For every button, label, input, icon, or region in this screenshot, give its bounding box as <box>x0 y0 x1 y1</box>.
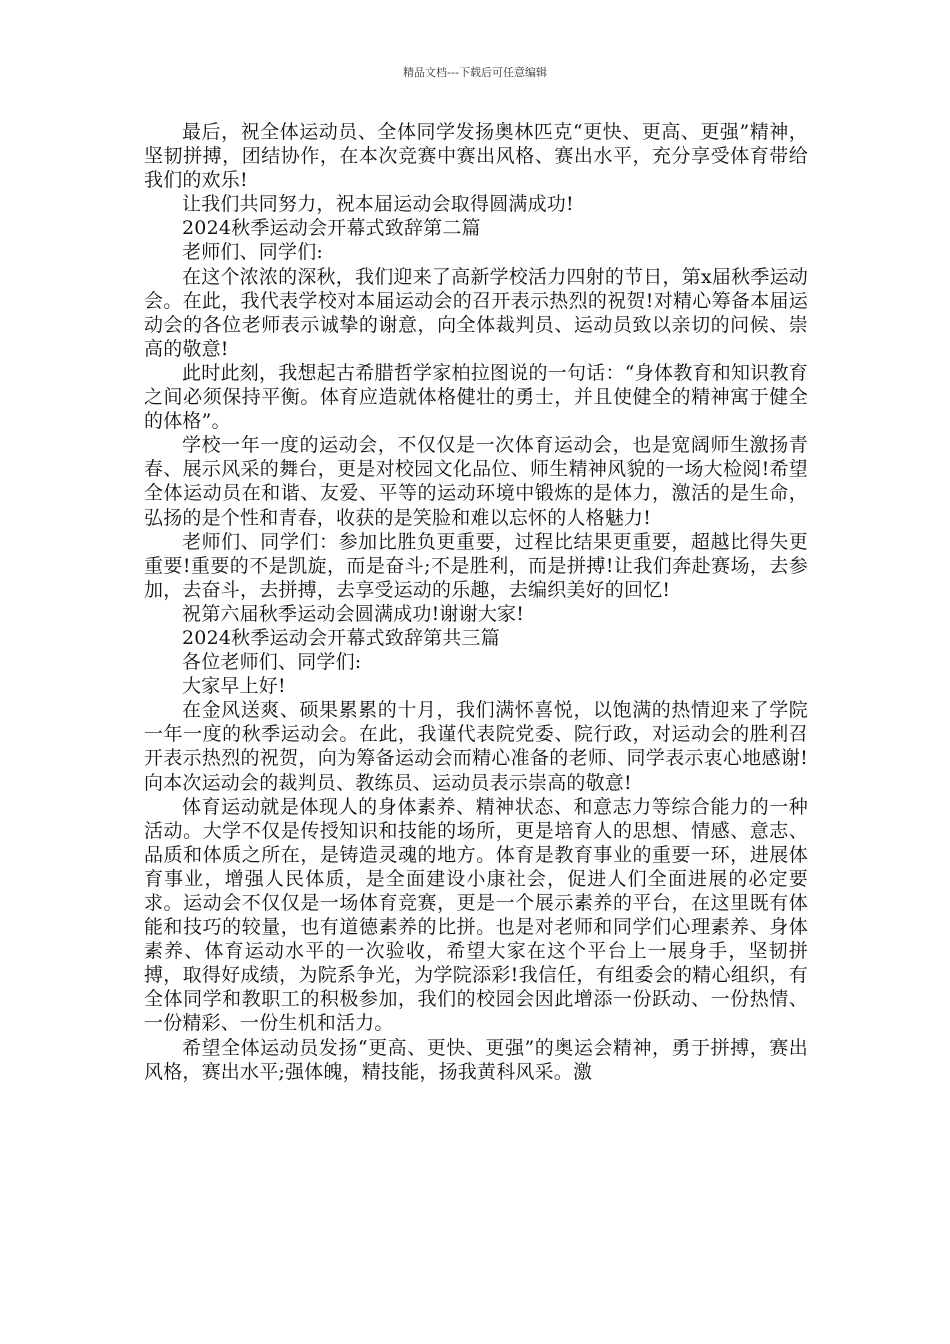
paragraph-3-sports: 体育运动就是体现人的身体素养、精神状态、和意志力等综合能力的一种活动。大学不仅是传授知识和技能的场所，更是培育人的思想、情感、意志、品质和体质之所在，是铸造灵魂的地方。体育是教育事业的重要一环，进展体育事业，增强人民体质，是全面建设小康社会，促进人们全面进展的必定要求。运动会不仅仅是一场体育竞赛，更是一个展示素养的平台，在这里既有体能和技巧的较量，也有道德素养的比拼。也是对老师和同学们心理素养、身体素养、体育运动水平的一次验收，希望大家在这个平台上一展身手，坚韧拼搏，取得好成绩，为院系争光，为学院添彩!我信任，有组委会的精心组织，有全体同学和教职工的积极参加，我们的校园会因此增添一份跃动、一份热情、一份精彩、一份生机和活力。 <box>144 795 808 1035</box>
paragraph-3-intro: 在金风送爽、硕果累累的十月，我们满怀喜悦，以饱满的热情迎来了学院一年一度的秋季运动会。在此，我谨代表院党委、院行政，对运动会的胜利召开表示热烈的祝贺，向为筹备运动会而精心准备的老师、同学表示衷心地感谢!向本次运动会的裁判员、教练员、运动员表示崇高的敬意! <box>144 699 808 794</box>
paragraph-closing-success: 让我们共同努力，祝本届运动会取得圆满成功! <box>182 193 574 216</box>
page-header: 精品文档---下载后可任意编辑 <box>403 66 547 79</box>
paragraph-2-closing: 祝第六届秋季运动会圆满成功!谢谢大家! <box>182 602 525 625</box>
paragraph-2-intro: 在这个浓浓的深秋，我们迎来了高新学校活力四射的节日，第x届秋季运动会。在此，我代表学校对本届运动会的召开表示热烈的祝贺!对精心筹备本届运动会的各位老师表示诚挚的谢意，向全体裁判员、运动员致以亲切的问候、崇高的敬意! <box>144 265 808 360</box>
section-title-2: 2024秋季运动会开幕式致辞第二篇 <box>182 217 481 240</box>
paragraph-2-stage: 学校一年一度的运动会，不仅仅是一次体育运动会，也是宽阔师生激扬青春、展示风采的舞台，更是对校园文化品位、师生精神风貌的一场大检阅!希望全体运动员在和谐、友爱、平等的运动环境中锻炼的是体力，激活的是生命，弘扬的是个性和青春，收获的是笑脸和难以忘怀的人格魅力! <box>144 434 808 529</box>
paragraph-closing-wish: 最后，祝全体运动员、全体同学发扬奥林匹克“更快、更高、更强”精神，坚韧拼搏，团结协作，在本次竞赛中赛出风格、赛出水平，充分享受体育带给我们的欢乐! <box>144 121 808 192</box>
paragraph-2-participation: 老师们、同学们：参加比胜负更重要，过程比结果更重要，超越比得失更重要!重要的不是凯旋，而是奋斗;不是胜利，而是拼搏!让我们奔赴赛场，去参加，去奋斗，去拼搏，去享受运动的乐趣，去编织美好的回忆! <box>144 530 808 601</box>
paragraph-2-plato: 此时此刻，我想起古希腊哲学家柏拉图说的一句话：“身体教育和知识教育之间必须保持平衡。体育应造就体格健壮的勇士，并且使健全的精神寓于健全的体格”。 <box>144 361 808 433</box>
document-body <box>144 120 808 1084</box>
salutation-2: 老师们、同学们: <box>182 241 324 264</box>
section-title-3: 2024秋季运动会开幕式致辞第共三篇 <box>182 626 500 649</box>
salutation-3: 各位老师们、同学们: <box>182 651 362 674</box>
greeting-3: 大家早上好! <box>182 675 286 698</box>
paragraph-3-spirit: 希望全体运动员发扬“更高、更快、更强”的奥运会精神，勇于拼搏，赛出风格，赛出水平;强体魄，精技能，扬我黄科风采。激 <box>144 1036 808 1083</box>
